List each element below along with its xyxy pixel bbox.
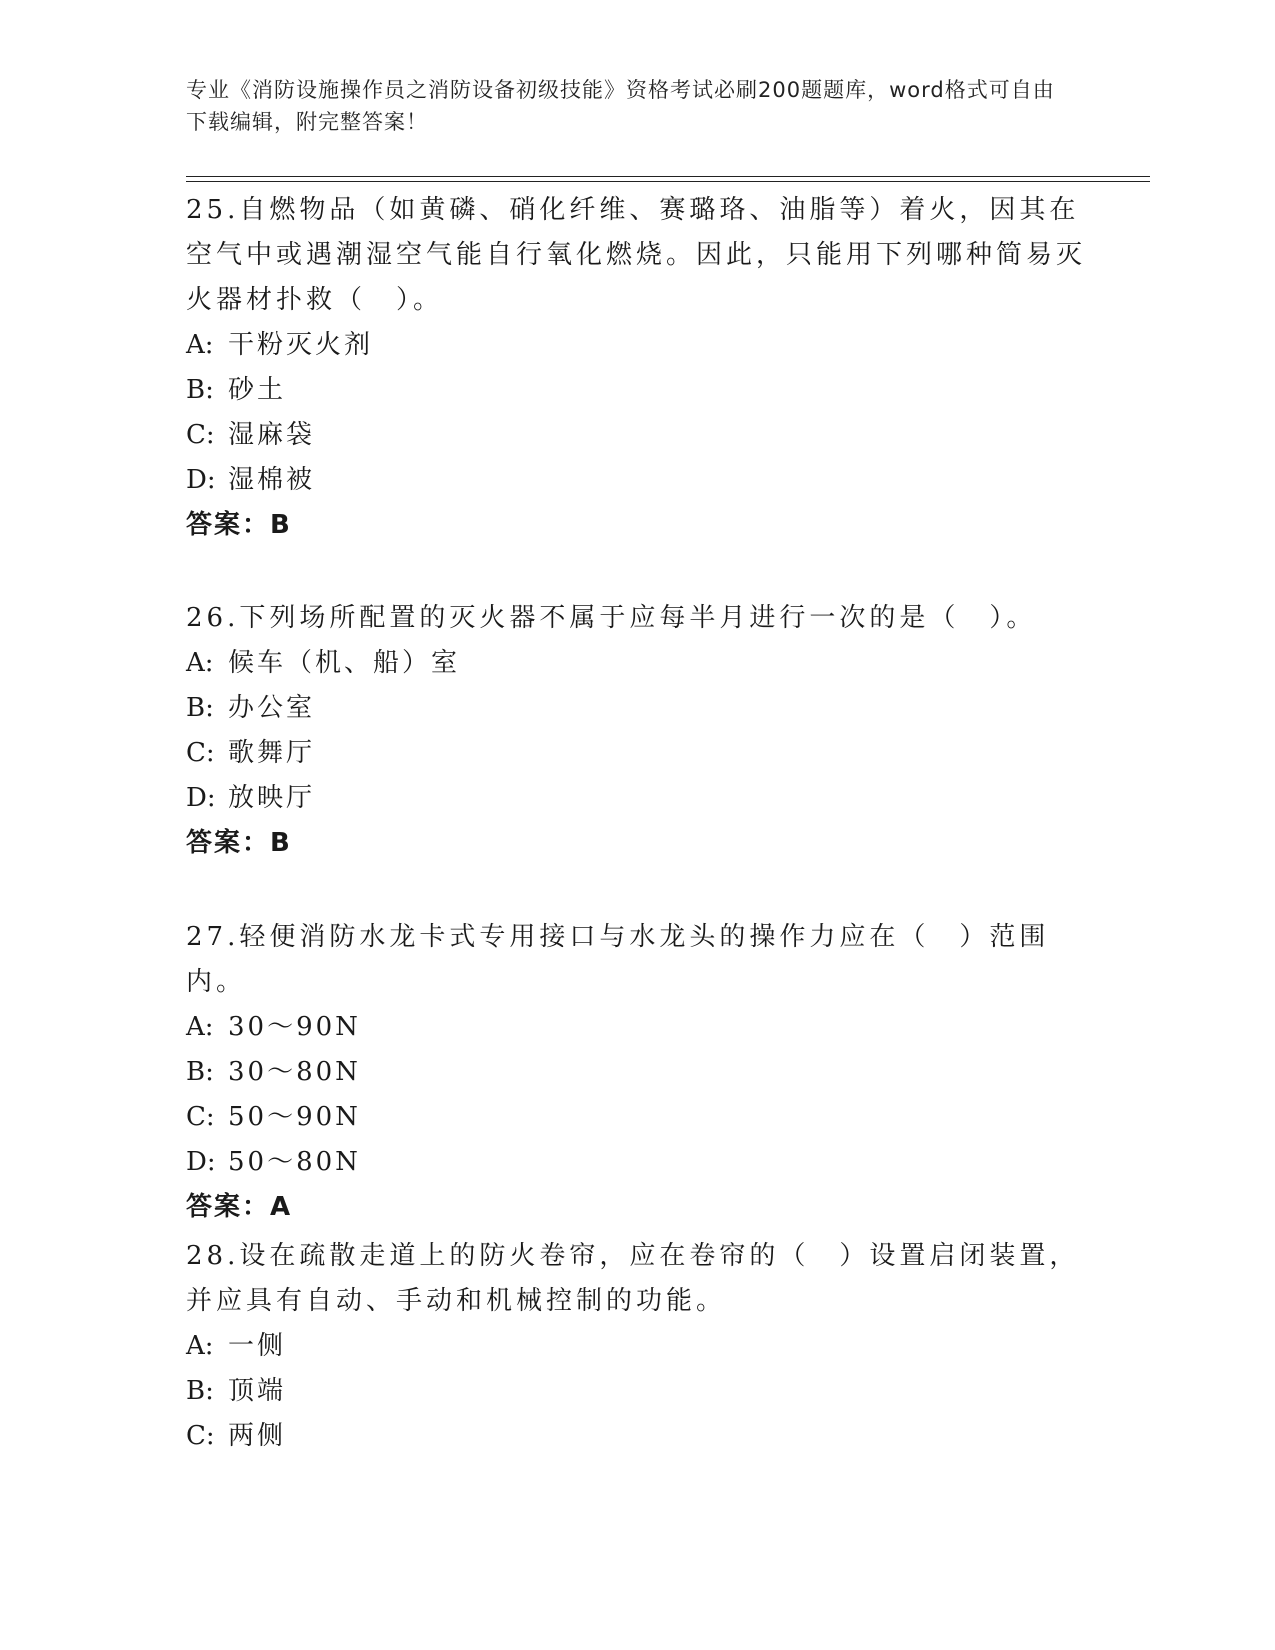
question-stem: 28.设在疏散走道上的防火卷帘，应在卷帘的（ ）设置启闭装置，并应具有自动、手动和机械控制的功能。 <box>186 1241 1080 1316</box>
option-text: 砂土 <box>228 375 287 405</box>
header-divider-top <box>186 176 1150 177</box>
header-divider-bottom <box>186 181 1150 182</box>
option-text: 湿麻袋 <box>228 420 316 450</box>
option-label: A: <box>186 330 214 360</box>
option-text: 50～80N <box>228 1147 361 1177</box>
option-b <box>186 1369 1086 1414</box>
answer-text: 答案：B <box>186 828 292 858</box>
option-a <box>186 1324 1086 1369</box>
option-b <box>186 1050 1086 1095</box>
option-text: 一侧 <box>228 1331 287 1361</box>
option-c <box>186 1414 1086 1459</box>
option-text: 干粉灭火剂 <box>228 330 374 360</box>
option-label: D: <box>186 465 216 495</box>
option-label: B: <box>186 1376 214 1406</box>
question-stem: 27.轻便消防水龙卡式专用接口与水龙头的操作力应在（ ）范围内。 <box>186 922 1050 997</box>
option-text: 30～90N <box>228 1012 361 1042</box>
option-c <box>186 1095 1086 1140</box>
option-label: A: <box>186 1012 214 1042</box>
option-a <box>186 641 1086 686</box>
option-d <box>186 776 1086 821</box>
option-label: C: <box>186 1102 215 1132</box>
option-label: B: <box>186 375 214 405</box>
option-d <box>186 1140 1086 1185</box>
question-28 <box>186 1234 1086 1459</box>
option-text: 歌舞厅 <box>228 738 316 768</box>
option-text: 放映厅 <box>228 783 316 813</box>
option-label: B: <box>186 693 214 723</box>
option-text: 办公室 <box>228 693 316 723</box>
option-text: 50～90N <box>228 1102 361 1132</box>
option-text: 顶端 <box>228 1376 287 1406</box>
option-text: 30～80N <box>228 1057 361 1087</box>
option-label: C: <box>186 1421 215 1451</box>
option-text: 湿棉被 <box>228 465 316 495</box>
document-header: 专业《消防设施操作员之消防设备初级技能》资格考试必刷200题题库，word格式可自由下载编辑，附完整答案！ <box>186 78 1055 134</box>
answer-text: 答案：B <box>186 510 292 540</box>
option-label: D: <box>186 1147 216 1177</box>
option-a <box>186 1005 1086 1050</box>
option-label: A: <box>186 648 214 678</box>
option-c <box>186 413 1086 458</box>
option-label: B: <box>186 1057 214 1087</box>
question-stem: 25.自燃物品（如黄磷、硝化纤维、赛璐珞、油脂等）着火，因其在空气中或遇潮湿空气能自行氧化燃烧。因此，只能用下列哪种简易灭火器材扑救（ ）。 <box>186 195 1087 315</box>
option-label: A: <box>186 1331 214 1361</box>
option-b <box>186 368 1086 413</box>
answer-text: 答案：A <box>186 1192 293 1222</box>
question-stem: 26.下列场所配置的灭火器不属于应每半月进行一次的是（ ）。 <box>186 603 1037 633</box>
option-b <box>186 686 1086 731</box>
option-a <box>186 323 1086 368</box>
option-d <box>186 458 1086 503</box>
option-label: D: <box>186 783 216 813</box>
question-27 <box>186 915 1086 1230</box>
option-text: 候车（机、船）室 <box>228 648 461 678</box>
option-label: C: <box>186 420 215 450</box>
question-26 <box>186 596 1086 866</box>
option-text: 两侧 <box>228 1421 287 1451</box>
question-25 <box>186 188 1086 548</box>
option-c <box>186 731 1086 776</box>
option-label: C: <box>186 738 215 768</box>
